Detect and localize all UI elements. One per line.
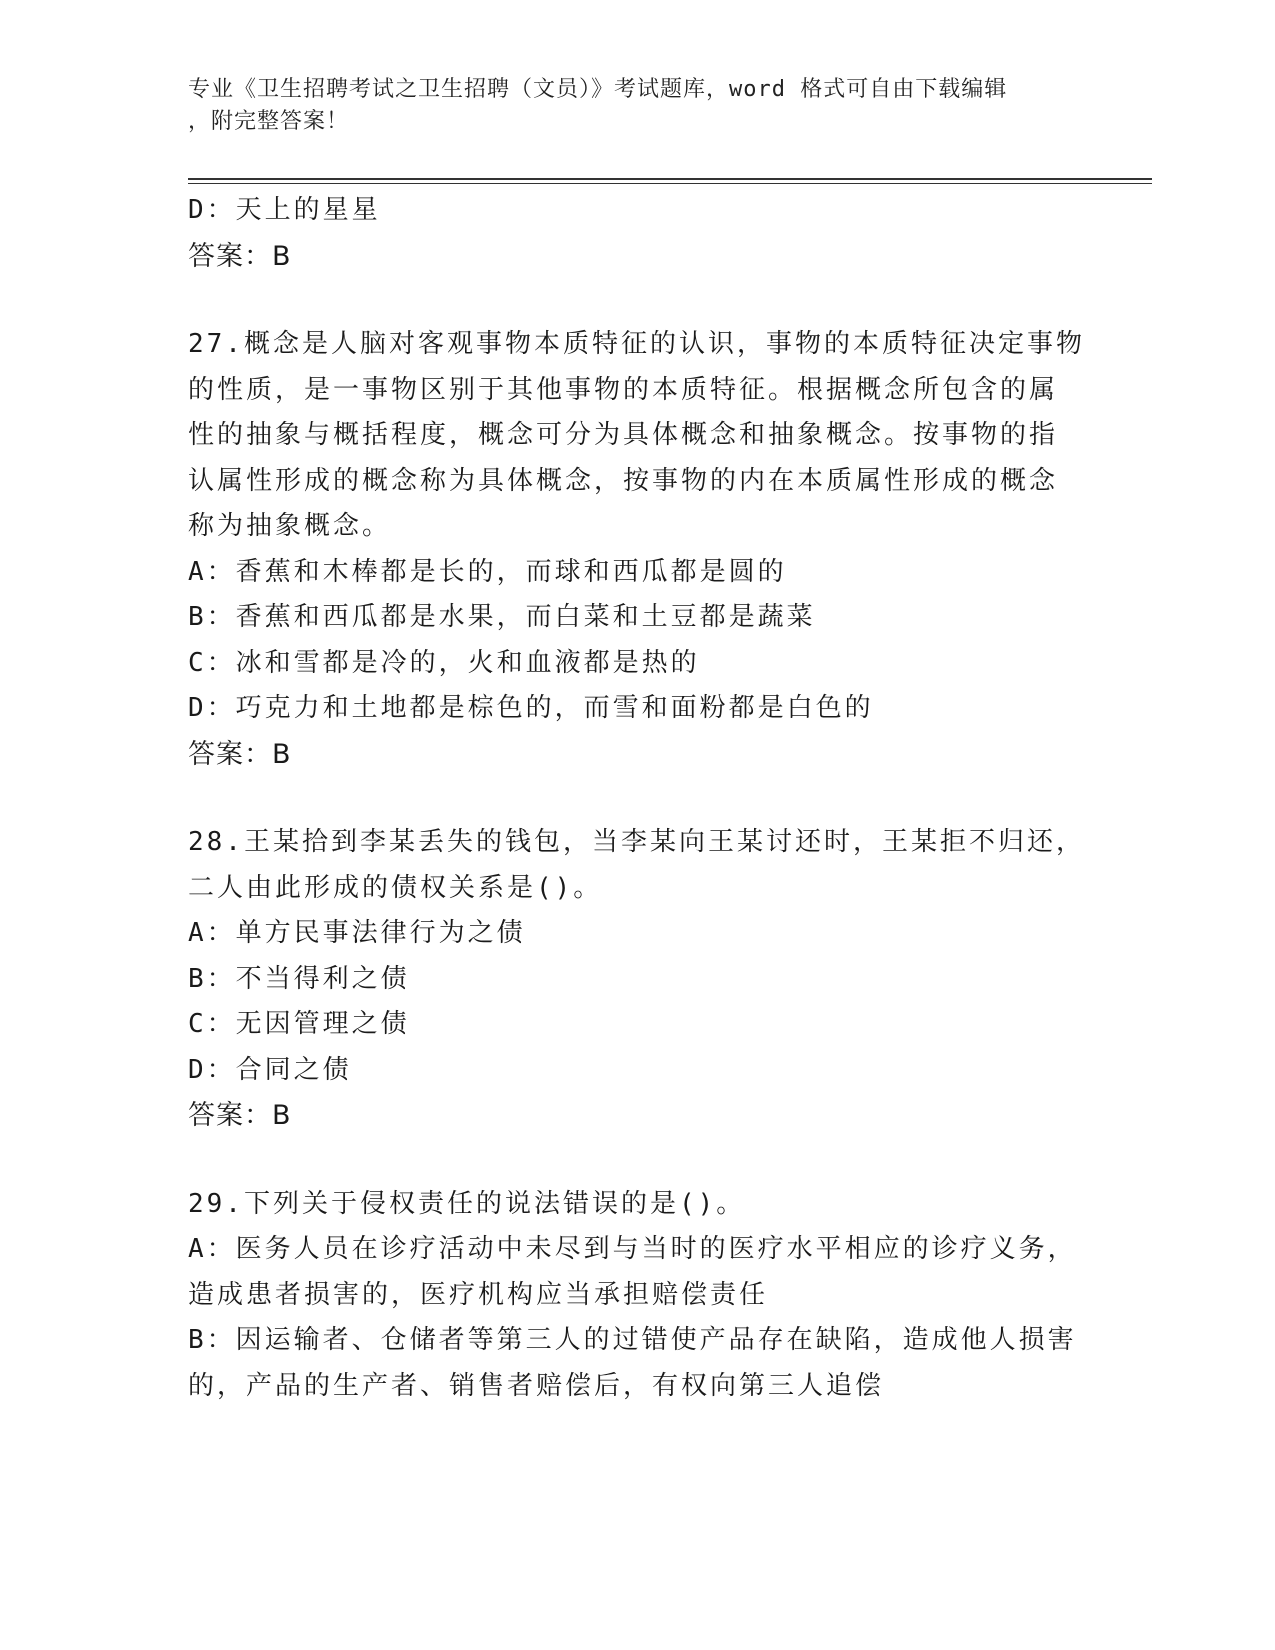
option-c: C：冰和雪都是冷的，火和血液都是热的: [188, 647, 700, 678]
option-b: B：不当得利之债: [188, 963, 410, 994]
answer-line: 答案：B: [188, 1100, 292, 1131]
option-a: A：医务人员在诊疗活动中未尽到与当时的医疗水平相应的诊疗义务，: [188, 1234, 1077, 1264]
option-c: C：无因管理之债: [188, 1009, 410, 1039]
option-b: B：香蕉和西瓜都是水果，而白菜和土豆都是蔬菜: [188, 602, 816, 632]
header-rule-thin: [188, 183, 1152, 184]
question-stem-line: 认属性形成的概念称为具体概念，按事物的内在本质属性形成的概念: [188, 465, 1059, 496]
option-a: A：单方民事法律行为之债: [188, 918, 526, 948]
spacer: [188, 1139, 1088, 1182]
option-b-continued: 的，产品的生产者、销售者赔偿后，有权向第三人追偿: [188, 1370, 885, 1401]
option-d: D：天上的星星: [188, 195, 381, 225]
question-stem-line: 性的抽象与概括程度，概念可分为具体概念和抽象概念。按事物的指: [188, 420, 1059, 450]
question-stem-line: 27.概念是人脑对客观事物本质特征的认识，事物的本质特征决定事物: [188, 329, 1085, 359]
question-29: [188, 1182, 1088, 1410]
option-b: B：因运输者、仓储者等第三人的过错使产品存在缺陷，造成他人损害: [188, 1325, 1077, 1355]
option-a-continued: 造成患者损害的，医疗机构应当承担赔偿责任: [188, 1279, 769, 1310]
document-body: [188, 188, 1088, 1409]
option-a: A：香蕉和木棒都是长的，而球和西瓜都是圆的: [188, 556, 787, 587]
question-stem-line: 二人由此形成的债权关系是()。: [188, 872, 603, 903]
option-d: D：合同之债: [188, 1054, 352, 1085]
option-d: D：巧克力和土地都是棕色的，而雪和面粉都是白色的: [188, 693, 874, 723]
answer-line: 答案：B: [188, 240, 292, 272]
question-28: [188, 820, 1088, 1139]
header-rule-thick: [188, 178, 1152, 180]
header-line-1: 专业《卫生招聘考试之卫生招聘（文员）》考试题库，word 格式可自由下载编辑: [188, 77, 1008, 102]
question-stem-line: 29.下列关于侵权责任的说法错误的是()。: [188, 1188, 746, 1219]
question-27: [188, 322, 1088, 777]
header-line-2: ，附完整答案！: [188, 109, 350, 134]
question-stem-line: 28.王某拾到李某丢失的钱包，当李某向王某讨还时，王某拒不归还，: [188, 827, 1085, 857]
answer-line: 答案：B: [188, 738, 292, 770]
spacer: [188, 279, 1088, 322]
question-stem-line: 称为抽象概念。: [188, 511, 392, 541]
question-stem-line: 的性质，是一事物区别于其他事物的本质特征。根据概念所包含的属: [188, 374, 1059, 405]
spacer: [188, 777, 1088, 820]
page-header: [188, 74, 1088, 138]
